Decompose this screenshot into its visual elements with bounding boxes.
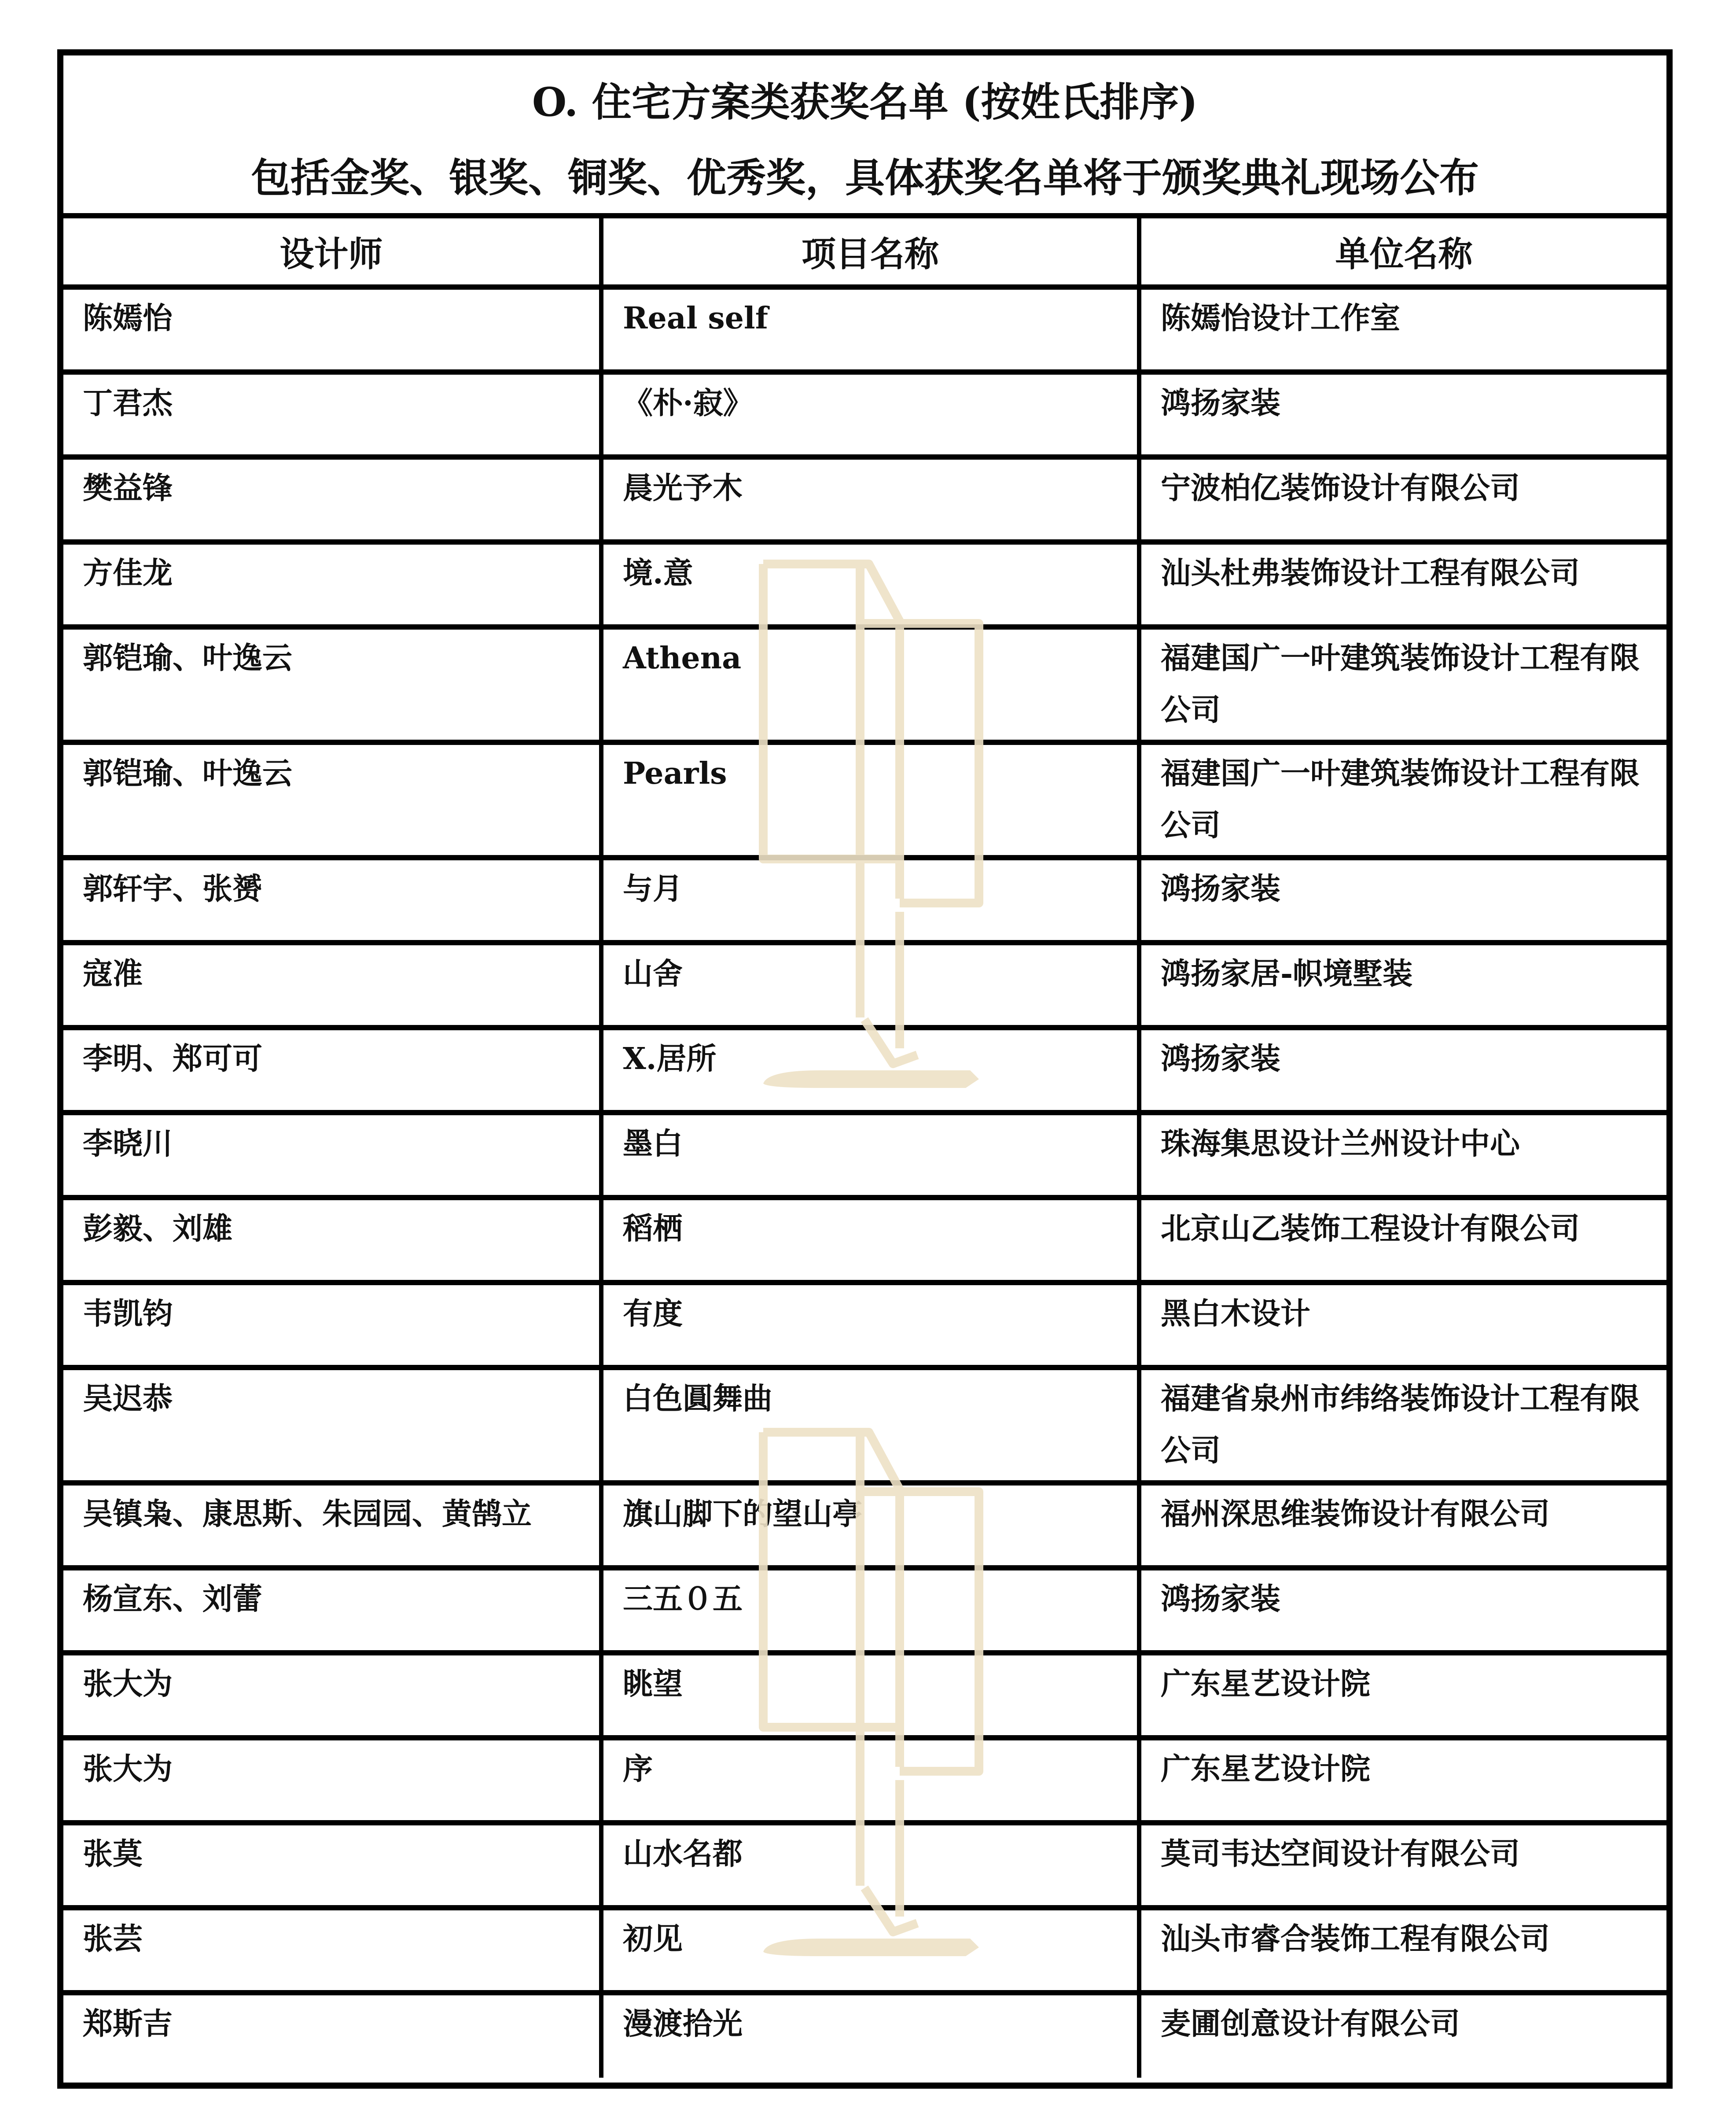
cell-project-text: Real self bbox=[623, 301, 768, 336]
table-row bbox=[63, 1283, 1666, 1368]
cell-designer bbox=[63, 1113, 601, 1198]
cell-project bbox=[601, 1368, 1139, 1483]
cell-project-text: 稻栖 bbox=[623, 1211, 683, 1246]
cell-company bbox=[1139, 627, 1666, 742]
cell-project-text: 有度 bbox=[623, 1296, 683, 1331]
cell-designer bbox=[63, 1283, 601, 1368]
cell-company-text: 福建国广一叶建筑装饰设计工程有限公司 bbox=[1161, 756, 1640, 843]
cell-designer bbox=[63, 1823, 601, 1908]
table-row bbox=[63, 1823, 1666, 1908]
cell-company bbox=[1139, 742, 1666, 858]
cell-company bbox=[1139, 372, 1666, 457]
cell-designer-text: 方佳龙 bbox=[83, 556, 173, 591]
cell-company-text: 福建省泉州市纬络装饰设计工程有限公司 bbox=[1161, 1381, 1640, 1468]
cell-designer-text: 张大为 bbox=[83, 1666, 173, 1702]
column-header-company: 单位名称 bbox=[1139, 218, 1666, 287]
cell-company-text: 汕头市睿合装饰工程有限公司 bbox=[1161, 1921, 1550, 1957]
cell-project bbox=[601, 1823, 1139, 1908]
title-block bbox=[63, 55, 1666, 218]
cell-project bbox=[601, 1738, 1139, 1823]
table-body bbox=[63, 287, 1666, 2078]
cell-designer bbox=[63, 1653, 601, 1738]
cell-company-text: 鸿扬家装 bbox=[1161, 386, 1281, 421]
cell-project-text: 境.意 bbox=[623, 556, 693, 591]
cell-company bbox=[1139, 287, 1666, 372]
cell-designer-text: 彭毅、刘雄 bbox=[83, 1211, 233, 1246]
table-row bbox=[63, 372, 1666, 457]
cell-designer-text: 樊益锋 bbox=[83, 471, 173, 506]
cell-designer bbox=[63, 627, 601, 742]
cell-company bbox=[1139, 1198, 1666, 1283]
cell-company bbox=[1139, 1283, 1666, 1368]
cell-project-text: 序 bbox=[623, 1751, 653, 1787]
cell-company bbox=[1139, 1113, 1666, 1198]
cell-project-text: 墨白 bbox=[623, 1126, 683, 1161]
column-header-project: 项目名称 bbox=[601, 218, 1139, 287]
cell-project bbox=[601, 1028, 1139, 1113]
table-row bbox=[63, 742, 1666, 858]
table-row bbox=[63, 1738, 1666, 1823]
table-row bbox=[63, 1993, 1666, 2078]
cell-designer-text: 李明、郑可可 bbox=[83, 1041, 263, 1076]
table-row bbox=[63, 1113, 1666, 1198]
column-header-designer: 设计师 bbox=[63, 218, 601, 287]
cell-project-text: 山水名都 bbox=[623, 1836, 743, 1872]
cell-designer-text: 李晓川 bbox=[83, 1126, 173, 1161]
cell-project-text: 《朴·寂》 bbox=[623, 386, 753, 421]
cell-company-text: 福州深思维装饰设计有限公司 bbox=[1161, 1497, 1550, 1532]
cell-project bbox=[601, 1483, 1139, 1568]
table-row bbox=[63, 542, 1666, 627]
cell-project bbox=[601, 858, 1139, 943]
cell-designer-text: 寇准 bbox=[83, 956, 143, 992]
award-table bbox=[63, 218, 1666, 2078]
cell-company-text: 北京山乙装饰工程设计有限公司 bbox=[1161, 1211, 1580, 1246]
table-row bbox=[63, 1908, 1666, 1993]
cell-company bbox=[1139, 542, 1666, 627]
cell-company-text: 汕头杜弗装饰设计工程有限公司 bbox=[1161, 556, 1580, 591]
cell-designer bbox=[63, 1028, 601, 1113]
page-title: O. 住宅方案类获奖名单 (按姓氏排序) bbox=[532, 79, 1198, 125]
page-subtitle: 包括金奖、银奖、铜奖、优秀奖，具体获奖名单将于颁奖典礼现场公布 bbox=[251, 155, 1479, 201]
cell-project-text: 初见 bbox=[623, 1921, 683, 1957]
cell-project-text: 眺望 bbox=[623, 1666, 683, 1702]
cell-project bbox=[601, 1908, 1139, 1993]
cell-company-text: 鸿扬家装 bbox=[1161, 1581, 1281, 1617]
award-list-sheet bbox=[57, 49, 1673, 2089]
cell-project bbox=[601, 1568, 1139, 1653]
cell-company bbox=[1139, 1823, 1666, 1908]
cell-designer-text: 陈嫣怡 bbox=[83, 301, 173, 336]
cell-project-text: 山舍 bbox=[623, 956, 683, 992]
cell-company bbox=[1139, 1993, 1666, 2078]
cell-project bbox=[601, 1198, 1139, 1283]
cell-project-text: 旗山脚下的望山亭 bbox=[623, 1497, 863, 1532]
cell-designer bbox=[63, 287, 601, 372]
cell-designer bbox=[63, 542, 601, 627]
cell-company-text: 鸿扬家居-帜境墅装 bbox=[1161, 956, 1413, 992]
cell-project bbox=[601, 1993, 1139, 2078]
cell-designer-text: 张大为 bbox=[83, 1751, 173, 1787]
cell-company-text: 麦圃创意设计有限公司 bbox=[1161, 2006, 1460, 2042]
table-header-row bbox=[63, 218, 1666, 287]
cell-company bbox=[1139, 1483, 1666, 1568]
cell-designer-text: 杨宣东、刘蕾 bbox=[83, 1581, 263, 1617]
table-row bbox=[63, 287, 1666, 372]
cell-project bbox=[601, 542, 1139, 627]
cell-designer-text: 吴镇枭、康思斯、朱园园、黄鹄立 bbox=[83, 1497, 532, 1532]
table-row bbox=[63, 1028, 1666, 1113]
cell-designer bbox=[63, 1483, 601, 1568]
cell-company bbox=[1139, 1908, 1666, 1993]
cell-company-text: 陈嫣怡设计工作室 bbox=[1161, 301, 1401, 336]
cell-project bbox=[601, 943, 1139, 1028]
table-row bbox=[63, 1568, 1666, 1653]
cell-designer bbox=[63, 1738, 601, 1823]
cell-project bbox=[601, 457, 1139, 542]
cell-project-text: Pearls bbox=[623, 756, 727, 791]
cell-designer-text: 韦凯钧 bbox=[83, 1296, 173, 1331]
table-row bbox=[63, 627, 1666, 742]
cell-designer bbox=[63, 372, 601, 457]
cell-project-text: 漫渡拾光 bbox=[623, 2006, 743, 2042]
cell-project-text: Athena bbox=[623, 641, 742, 676]
cell-company bbox=[1139, 1028, 1666, 1113]
cell-designer bbox=[63, 1908, 601, 1993]
cell-designer-text: 郑斯吉 bbox=[83, 2006, 173, 2042]
cell-project bbox=[601, 627, 1139, 742]
cell-designer bbox=[63, 1368, 601, 1483]
cell-company-text: 福建国广一叶建筑装饰设计工程有限公司 bbox=[1161, 641, 1640, 728]
cell-designer-text: 吴迟恭 bbox=[83, 1381, 173, 1416]
cell-project bbox=[601, 742, 1139, 858]
cell-designer bbox=[63, 858, 601, 943]
cell-company-text: 莫司韦达空间设计有限公司 bbox=[1161, 1836, 1520, 1872]
cell-designer bbox=[63, 742, 601, 858]
cell-project bbox=[601, 1113, 1139, 1198]
cell-company-text: 珠海集思设计兰州设计中心 bbox=[1161, 1126, 1520, 1161]
cell-designer bbox=[63, 1198, 601, 1283]
table-row bbox=[63, 1653, 1666, 1738]
cell-designer bbox=[63, 457, 601, 542]
cell-project-text: 与月 bbox=[623, 871, 683, 907]
cell-designer-text: 郭轩宇、张赟 bbox=[83, 871, 263, 907]
table-row bbox=[63, 457, 1666, 542]
cell-company bbox=[1139, 457, 1666, 542]
cell-project-text: 三五０五 bbox=[623, 1581, 743, 1617]
cell-company bbox=[1139, 1568, 1666, 1653]
cell-project bbox=[601, 1653, 1139, 1738]
cell-designer-text: 张莫 bbox=[83, 1836, 143, 1872]
cell-company bbox=[1139, 943, 1666, 1028]
cell-company-text: 鸿扬家装 bbox=[1161, 871, 1281, 907]
table-row bbox=[63, 858, 1666, 943]
cell-designer-text: 张芸 bbox=[83, 1921, 143, 1957]
table-row bbox=[63, 1368, 1666, 1483]
cell-project bbox=[601, 1283, 1139, 1368]
table-row bbox=[63, 1483, 1666, 1568]
cell-designer-text: 郭铠瑜、叶逸云 bbox=[83, 756, 293, 791]
cell-company bbox=[1139, 1738, 1666, 1823]
cell-company-text: 宁波柏亿装饰设计有限公司 bbox=[1161, 471, 1520, 506]
table-row bbox=[63, 1198, 1666, 1283]
cell-designer bbox=[63, 1993, 601, 2078]
cell-project bbox=[601, 372, 1139, 457]
cell-project-text: 白色圓舞曲 bbox=[623, 1381, 773, 1416]
cell-company bbox=[1139, 858, 1666, 943]
table-row bbox=[63, 943, 1666, 1028]
cell-company bbox=[1139, 1368, 1666, 1483]
cell-designer-text: 郭铠瑜、叶逸云 bbox=[83, 641, 293, 676]
cell-project-text: 晨光予木 bbox=[623, 471, 743, 506]
cell-designer bbox=[63, 1568, 601, 1653]
cell-designer bbox=[63, 943, 601, 1028]
cell-company bbox=[1139, 1653, 1666, 1738]
cell-company-text: 鸿扬家装 bbox=[1161, 1041, 1281, 1076]
cell-company-text: 广东星艺设计院 bbox=[1161, 1751, 1371, 1787]
cell-company-text: 黑白木设计 bbox=[1161, 1296, 1311, 1331]
cell-project bbox=[601, 287, 1139, 372]
cell-company-text: 广东星艺设计院 bbox=[1161, 1666, 1371, 1702]
cell-designer-text: 丁君杰 bbox=[83, 386, 173, 421]
cell-project-text: X.居所 bbox=[623, 1041, 717, 1076]
